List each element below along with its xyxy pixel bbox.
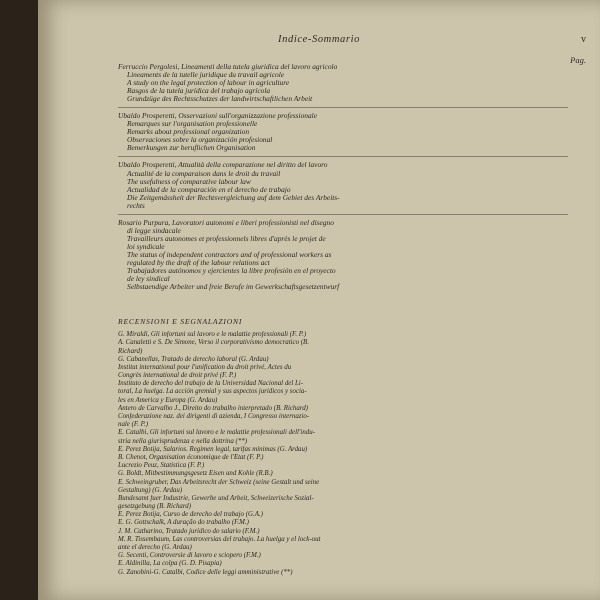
review-line-text: Antero de Carvalho J., Direito do trabalho interpretado (B. Richard) <box>118 404 308 412</box>
toc-line <box>118 202 568 210</box>
review-line-text: G. Secenti, Controversie di lavoro e sciopero (F.M.) <box>118 552 261 560</box>
divider <box>118 107 568 108</box>
review-line-text: nale (F. P.) <box>118 421 148 429</box>
review-line <box>118 519 568 527</box>
review-page-ref <box>544 470 568 478</box>
review-line-text: Gestaltung) (G. Ardau) <box>118 486 183 494</box>
review-page-ref <box>544 552 568 560</box>
toc-page-ref <box>544 170 568 178</box>
review-line <box>118 380 568 388</box>
toc-line-text: Travailleurs autonomes et professionnels libres d'après le projet de <box>127 234 326 243</box>
toc-line-text: Actualité de la comparaison dans le droit du travail <box>127 169 281 178</box>
review-line-text: gesetzgebung (B. Richard) <box>118 503 192 511</box>
review-page-ref <box>544 511 568 519</box>
review-page-ref <box>544 528 568 536</box>
review-line <box>118 569 568 577</box>
review-line-text: B. Chenot, Organisation économique de l'Etat (F. P.) <box>118 453 264 461</box>
review-line-text: G. Miraldi, Gli infortuni sul lavoro e le malattie professionali (F. P.) <box>118 331 307 339</box>
review-page-ref <box>544 569 568 577</box>
review-line <box>118 528 568 536</box>
review-line <box>118 429 568 437</box>
review-line-text: Lucrezio Peuz, Statistica (F. P.) <box>118 462 205 470</box>
toc-page-ref <box>544 144 568 152</box>
toc-page-ref <box>544 186 568 194</box>
divider <box>118 214 568 215</box>
review-line-text: G. Boldt, Mitbestimmungsgesetz Eisen und Kohle (R.B.) <box>118 470 273 478</box>
toc-page-ref <box>544 259 568 267</box>
section-title: RECENSIONI E SEGNALAZIONI <box>118 317 243 327</box>
toc-line <box>118 227 568 235</box>
review-page-ref <box>544 331 568 339</box>
review-line-text: Instituto de derecho del trabajo de la Universidad Nacional del Li- <box>118 380 304 388</box>
article-entries <box>118 63 568 291</box>
toc-line-text: loi syndicale <box>127 242 165 251</box>
review-line-text: Bundesamt fuer Industrie, Gewerbe und Arbeit, Schweizerische Sozial- <box>118 494 314 502</box>
toc-line <box>118 194 568 202</box>
review-line-text: les en America y Europa (G. Ardau) <box>118 396 218 404</box>
page-column-label: Pag. <box>570 55 586 65</box>
review-line <box>118 544 568 552</box>
toc-page-ref <box>544 283 568 291</box>
review-line <box>118 348 568 356</box>
toc-line-text: Die Zeitgemässheit der Rechtsvergleichung auf dem Gebiet des Arbeits- <box>127 193 340 202</box>
review-page-ref <box>544 421 568 429</box>
toc-line <box>118 71 568 79</box>
toc-page-ref <box>544 71 568 79</box>
toc-page-ref <box>544 95 568 103</box>
toc-line-text: Rasgos de la tutela jurídica del trabajo agrícola <box>127 87 271 96</box>
toc-entry <box>118 161 568 209</box>
review-line <box>118 331 568 339</box>
review-page-ref <box>544 438 568 446</box>
toc-line-text: di legge sindacale <box>127 226 181 235</box>
review-line <box>118 421 568 429</box>
review-line <box>118 511 568 519</box>
toc-line <box>118 87 568 95</box>
toc-line <box>118 170 568 178</box>
review-line <box>118 552 568 560</box>
review-page-ref <box>544 356 568 364</box>
review-line <box>118 560 568 568</box>
divider <box>118 156 568 157</box>
review-line <box>118 356 568 364</box>
review-page-ref <box>544 397 568 405</box>
page-number: v <box>581 34 586 45</box>
toc-page-ref <box>544 120 568 128</box>
toc-page-ref <box>544 275 568 283</box>
toc-line-text: Ubaldo Prosperetti, Attualità della comparazione nel diritto del lavoro <box>118 161 328 170</box>
toc-line <box>118 95 568 103</box>
toc-line-text: Remarks about professional organization <box>127 128 250 137</box>
review-page-ref <box>544 544 568 552</box>
review-line <box>118 438 568 446</box>
toc-line <box>118 243 568 251</box>
toc-entry <box>118 112 568 152</box>
toc-line <box>118 136 568 144</box>
toc-page-ref <box>544 202 568 210</box>
toc-line <box>118 178 568 186</box>
toc-page-ref <box>544 128 568 136</box>
toc-line <box>118 259 568 267</box>
review-line-text: E. G. Gottschalk, A duração do trabalho (F.M.) <box>118 519 249 527</box>
review-line <box>118 495 568 503</box>
review-page-ref <box>544 503 568 511</box>
review-line-text: J. M. Catharino, Tratado jurídico do salario (F.M.) <box>118 527 260 535</box>
review-line <box>118 397 568 405</box>
review-line <box>118 372 568 380</box>
review-line-text: G. Cabanellas, Tratado de derecho laboral (G. Ardau) <box>118 355 269 363</box>
review-line-text: Confederazione naz. dei dirigenti di azienda, I Congresso internazio- <box>118 413 310 421</box>
review-line <box>118 388 568 396</box>
toc-line-text: Bemerkungen zur beruflichen Organisation <box>127 144 256 153</box>
toc-line <box>118 251 568 259</box>
toc-line-text: Trabajadores autónomos y ejercientes la libre profesión en el proyecto <box>127 267 336 276</box>
toc-line-text: Lineaments de la tutelle juridique du travail agricole <box>127 71 285 80</box>
toc-line-text: Selbstaendige Arbeiter und freie Berufe im Gewerkschaftsgesetzentwurf <box>127 283 340 292</box>
review-line <box>118 479 568 487</box>
review-line-text: G. Zanobini-G. Catalbi, Codice delle leggi amministrative (**) <box>118 568 293 576</box>
toc-page-ref <box>544 63 568 71</box>
toc-page-ref <box>544 161 568 169</box>
toc-line <box>118 161 568 169</box>
toc-line <box>118 267 568 275</box>
toc-page-ref <box>544 112 568 120</box>
review-page-ref <box>544 462 568 470</box>
table-of-contents <box>118 63 568 577</box>
toc-page-ref <box>544 136 568 144</box>
review-line-text: E. Schweingruber, Das Arbeitsrecht der Schweiz (seine Gestalt und seine <box>118 478 320 486</box>
toc-entry <box>118 63 568 103</box>
review-line <box>118 487 568 495</box>
review-line <box>118 462 568 470</box>
review-line <box>118 454 568 462</box>
review-line-text: ante el derecho (G. Ardau) <box>118 544 192 552</box>
review-page-ref <box>544 560 568 568</box>
toc-page-ref <box>544 227 568 235</box>
toc-page-ref <box>544 243 568 251</box>
toc-line <box>118 235 568 243</box>
toc-line-text: de ley sindical <box>127 275 170 284</box>
toc-line-text: Actualidad de la comparación en el derecho de trabajo <box>127 185 291 194</box>
review-line <box>118 470 568 478</box>
toc-line-text: rechts <box>127 201 145 210</box>
toc-line <box>118 275 568 283</box>
toc-page-ref <box>544 178 568 186</box>
review-page-ref <box>544 487 568 495</box>
review-line-text: Institut international pour l'unification du droit privé, Actes du <box>118 363 292 371</box>
review-line <box>118 339 568 347</box>
toc-line <box>118 63 568 71</box>
toc-line-text: Ubaldo Prosperetti, Osservazioni sull'organizzazione professionale <box>118 112 318 121</box>
review-line <box>118 413 568 421</box>
toc-line-text: A study on the legal protection of labour in agriculture <box>127 79 290 88</box>
review-line-text: Congrès international de droit privé (F. P.) <box>118 372 237 380</box>
running-head <box>38 34 600 48</box>
toc-line <box>118 144 568 152</box>
review-list <box>118 331 568 577</box>
toc-line <box>118 120 568 128</box>
toc-line-text: Remarques sur l'organisation professionelle <box>127 120 258 129</box>
toc-line-text: Ferruccio Pergolesi, Lineamenti della tutela giuridica del lavoro agricolo <box>118 63 338 71</box>
review-page-ref <box>544 405 568 413</box>
toc-line-text: The usefulness of comparative labour law <box>127 177 251 186</box>
review-line-text: stria nella giurisprudenza e nella dottrina (**) <box>118 437 248 445</box>
review-line-text: A. Canaletti e S. De Simone, Verso il corporativismo democratico (B. <box>118 339 309 347</box>
review-line <box>118 405 568 413</box>
review-line <box>118 536 568 544</box>
running-head-title: Indice-Sommario <box>278 34 360 45</box>
review-line-text: E. Aldinilla, La colpa (G. D. Pisapia) <box>118 560 222 568</box>
review-line <box>118 364 568 372</box>
toc-line <box>118 186 568 194</box>
toc-line <box>118 79 568 87</box>
toc-entry <box>118 219 568 291</box>
review-page-ref <box>544 446 568 454</box>
toc-page-ref <box>544 87 568 95</box>
toc-line <box>118 128 568 136</box>
toc-line <box>118 112 568 120</box>
toc-line <box>118 283 568 291</box>
review-page-ref <box>544 372 568 380</box>
section-gap <box>118 291 568 315</box>
toc-line-text: Rosario Purpura, Lavoratori autonomi e liberi professionisti nel disegno <box>118 218 334 227</box>
review-line-text: toral, La huelga. La acción gremial y sus aspectos jurídicos y socia- <box>118 388 307 396</box>
review-line <box>118 446 568 454</box>
review-line-text: E. Perez Botija, Curso de derecho del trabajo (G.A.) <box>118 511 263 519</box>
toc-line-text: The status of independent contractors and of professional workers as <box>127 250 332 259</box>
review-page-ref <box>544 454 568 462</box>
review-line <box>118 503 568 511</box>
book-page <box>38 0 600 600</box>
review-page-ref <box>544 348 568 356</box>
toc-line-text: Grundzüge des Rechtsschutzes der landwirtschaftlichen Arbeit <box>127 95 313 104</box>
toc-line-text: Observaciones sobre la organización profesional <box>127 136 273 145</box>
review-line-text: E. Catalbi, Gli infortuni sul lavoro e le malattie professionali dell'indu- <box>118 429 315 437</box>
review-line-text: E. Perez Botija, Salarios. Regimen legal, tarifas minimas (G. Ardau) <box>118 445 308 453</box>
toc-line <box>118 219 568 227</box>
review-line-text: Richard) <box>118 347 143 355</box>
toc-page-ref <box>544 79 568 87</box>
toc-line-text: regulated by the draft of the labour relations act <box>127 258 270 267</box>
review-line-text: M. R. Tissembaum, Las controversias del trabajo. La huelga y el lock-out <box>118 535 321 543</box>
review-page-ref <box>544 519 568 527</box>
